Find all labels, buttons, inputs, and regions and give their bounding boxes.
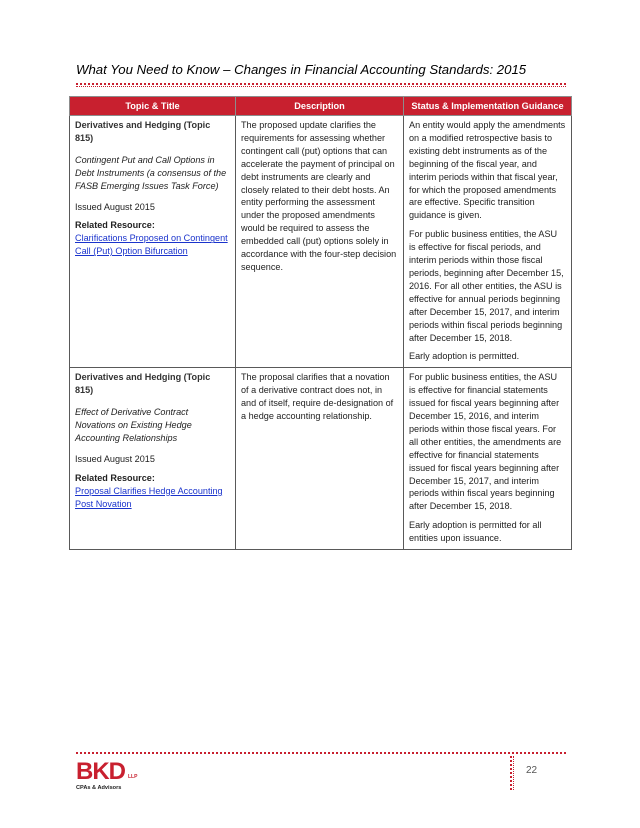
topic-cell [70, 116, 236, 368]
status-cell [404, 116, 572, 368]
related-resource-link[interactable]: Proposal Clarifies Hedge Accounting Post Novation [75, 485, 223, 509]
related-resource-label: Related Resource: [75, 220, 155, 231]
topic-title: Derivatives and Hedging (Topic 815) [75, 372, 211, 396]
bkd-logo [76, 760, 138, 794]
logo-tagline: CPAs & Advisors [76, 785, 122, 791]
column-header-description: Description [236, 97, 404, 116]
footer-divider [76, 752, 566, 754]
status-paragraph: For public business entities, the ASU is effective for financial statements issued for fiscal years beginning after December 15, 2016, and interim periods within those fiscal years. For all other entities, the amendments are effective for financial statements issued for fiscal years beginning after December 15, 2017, and interim periods within fiscal years beginning after December 15, 2018. [409, 372, 562, 512]
topic-subtitle: Contingent Put and Call Options in Debt Instruments (a consensus of the FASB Emerging Issues Task Force) [75, 154, 227, 191]
description-cell [236, 368, 404, 550]
description-text: The proposed update clarifies the requirements for assessing whether contingent call (put) options that can accelerate the payment of principal on debt instruments are clearly and closely related to their debt hosts. An entity performing the assessment under the proposed amendments would be required to assess the embedded call (put) options solely in accordance with the four-step decision sequence. [241, 120, 397, 272]
related-resource-label: Related Resource: [75, 472, 155, 483]
status-paragraph: Early adoption is permitted. [409, 351, 520, 362]
status-paragraph: An entity would apply the amendments on a modified retrospective basis to existing debt instruments as of the beginning of the fiscal year, and interim periods within that fiscal year, for which the proposed amendments are effective. Specific transition guidance is given. [409, 120, 566, 221]
logo-wordmark: BKD [76, 758, 125, 785]
column-header-status: Status & Implementation Guidance [404, 97, 572, 116]
description-cell [236, 116, 404, 368]
page-title: What You Need to Know – Changes in Financial Accounting Standards: 2015 [76, 62, 527, 77]
standards-table [69, 96, 572, 550]
title-divider-secondary [76, 86, 566, 87]
table-row [70, 116, 572, 368]
logo-suffix: LLP [128, 774, 138, 780]
column-header-topic: Topic & Title [70, 97, 236, 116]
issued-date: Issued August 2015 [75, 201, 155, 212]
title-divider [76, 83, 566, 85]
status-cell [404, 368, 572, 550]
table-header-row [70, 97, 572, 116]
footer-vertical-divider [510, 756, 512, 790]
table-row [70, 368, 572, 550]
issued-date: Issued August 2015 [75, 453, 155, 464]
footer-vertical-divider-secondary [513, 756, 514, 790]
page-number: 22 [526, 765, 538, 776]
topic-title: Derivatives and Hedging (Topic 815) [75, 120, 211, 143]
topic-cell [70, 368, 236, 550]
related-resource-link[interactable]: Clarifications Proposed on Contingent Call (Put) Option Bifurcation [75, 233, 228, 257]
description-text: The proposal clarifies that a novation of a derivative contract does not, in and of itself, require de-designation of a hedge accounting relationship. [241, 372, 394, 422]
status-paragraph: Early adoption is permitted for all entities upon issuance. [409, 520, 542, 544]
topic-subtitle: Effect of Derivative Contract Novations on Existing Hedge Accounting Relationships [75, 407, 192, 443]
status-paragraph: For public business entities, the ASU is effective for fiscal periods, and interim periods within those fiscal periods, beginning after December 15, 2016. For all other entities, the ASU is effective for annual periods beginning after December 15, 2017, and interim periods within fiscal periods beginning after December 15, 2018. [409, 229, 564, 343]
